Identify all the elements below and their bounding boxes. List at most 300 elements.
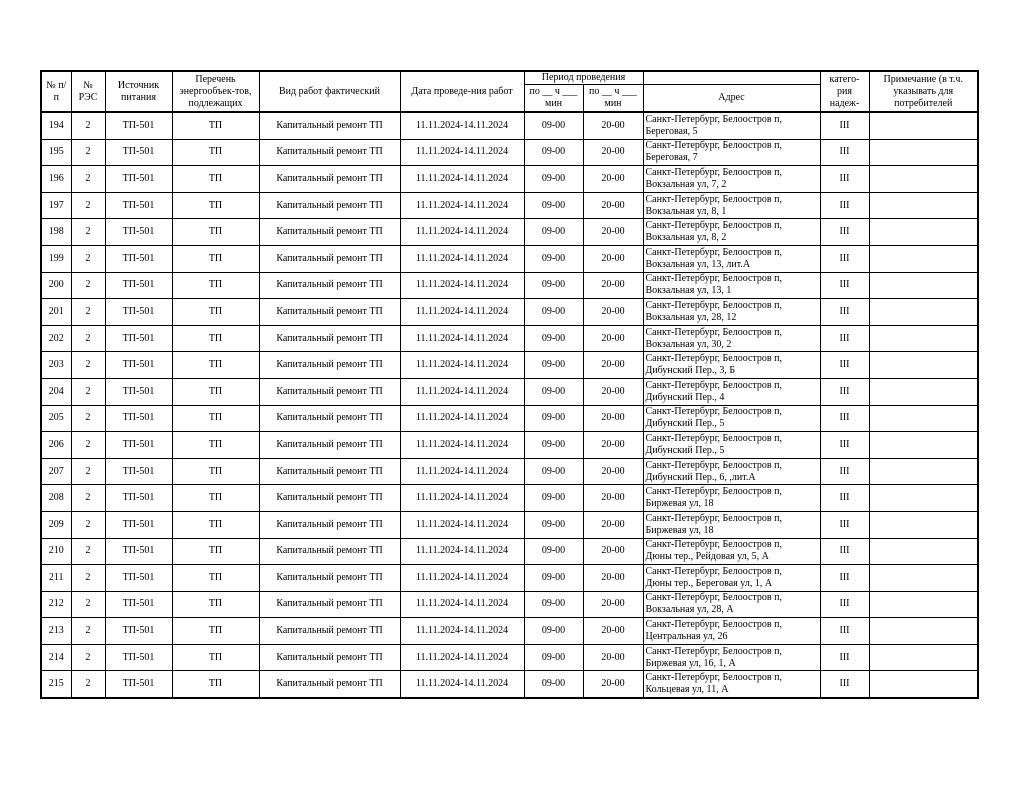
num-cell: 195 <box>41 139 71 166</box>
objects-cell: ТП <box>172 538 259 565</box>
outage-table <box>40 70 979 699</box>
address-line-2: Кольцевая ул, 11, А <box>645 684 729 696</box>
address-cell <box>643 378 820 405</box>
from-cell: 09-00 <box>524 139 583 166</box>
address-cell <box>643 671 820 698</box>
date-cell: 11.11.2024-14.11.2024 <box>400 192 524 219</box>
source-cell: ТП-501 <box>105 511 172 538</box>
address-cell <box>643 644 820 671</box>
num-cell: 213 <box>41 618 71 645</box>
source-cell: ТП-501 <box>105 485 172 512</box>
note-cell <box>869 272 978 299</box>
table-row <box>41 671 978 698</box>
note-cell <box>869 618 978 645</box>
res-cell: 2 <box>71 139 105 166</box>
category-cell: III <box>820 618 869 645</box>
num-cell: 210 <box>41 538 71 565</box>
num-cell: 204 <box>41 378 71 405</box>
date-cell: 11.11.2024-14.11.2024 <box>400 378 524 405</box>
work-cell: Капитальный ремонт ТП <box>259 485 400 512</box>
date-cell: 11.11.2024-14.11.2024 <box>400 112 524 139</box>
to-cell: 20-00 <box>583 192 643 219</box>
date-cell: 11.11.2024-14.11.2024 <box>400 432 524 459</box>
col-work-header: Вид работ фактический <box>259 71 400 112</box>
res-cell: 2 <box>71 538 105 565</box>
address-line-2: Вокзальная ул, 8, 2 <box>645 232 727 244</box>
table-row <box>41 245 978 272</box>
address-line-2: Биржевая ул, 18 <box>645 524 714 536</box>
from-cell: 09-00 <box>524 272 583 299</box>
res-cell: 2 <box>71 192 105 219</box>
source-cell: ТП-501 <box>105 352 172 379</box>
objects-cell: ТП <box>172 432 259 459</box>
address-cell <box>643 112 820 139</box>
to-cell: 20-00 <box>583 272 643 299</box>
num-cell: 194 <box>41 112 71 139</box>
col-to-header: по __ ч ___ мин <box>583 85 643 113</box>
from-cell: 09-00 <box>524 565 583 592</box>
from-cell: 09-00 <box>524 458 583 485</box>
address-cell <box>643 139 820 166</box>
table-row <box>41 192 978 219</box>
work-cell: Капитальный ремонт ТП <box>259 112 400 139</box>
date-cell: 11.11.2024-14.11.2024 <box>400 485 524 512</box>
table-row <box>41 325 978 352</box>
note-cell <box>869 378 978 405</box>
objects-cell: ТП <box>172 272 259 299</box>
num-cell: 202 <box>41 325 71 352</box>
res-cell: 2 <box>71 272 105 299</box>
address-line-1: Санкт-Петербург, Белоостров п, <box>645 113 782 125</box>
date-cell: 11.11.2024-14.11.2024 <box>400 671 524 698</box>
source-cell: ТП-501 <box>105 591 172 618</box>
work-cell: Капитальный ремонт ТП <box>259 299 400 326</box>
note-cell <box>869 245 978 272</box>
table-row <box>41 378 978 405</box>
to-cell: 20-00 <box>583 352 643 379</box>
work-cell: Капитальный ремонт ТП <box>259 671 400 698</box>
category-cell: III <box>820 671 869 698</box>
res-cell: 2 <box>71 378 105 405</box>
address-line-2: Центральная ул, 26 <box>645 631 728 643</box>
from-cell: 09-00 <box>524 591 583 618</box>
source-cell: ТП-501 <box>105 166 172 193</box>
objects-cell: ТП <box>172 458 259 485</box>
address-line-2: Дюны тер., Рейдовая ул, 5, А <box>645 551 769 563</box>
address-cell <box>643 485 820 512</box>
work-cell: Капитальный ремонт ТП <box>259 538 400 565</box>
source-cell: ТП-501 <box>105 618 172 645</box>
work-cell: Капитальный ремонт ТП <box>259 405 400 432</box>
table-row <box>41 405 978 432</box>
table-row <box>41 591 978 618</box>
from-cell: 09-00 <box>524 618 583 645</box>
from-cell: 09-00 <box>524 405 583 432</box>
table-row <box>41 432 978 459</box>
category-cell: III <box>820 192 869 219</box>
from-cell: 09-00 <box>524 644 583 671</box>
from-cell: 09-00 <box>524 538 583 565</box>
res-cell: 2 <box>71 352 105 379</box>
col-category-header: катего-рия надеж- <box>820 71 869 112</box>
num-cell: 196 <box>41 166 71 193</box>
note-cell <box>869 511 978 538</box>
work-cell: Капитальный ремонт ТП <box>259 565 400 592</box>
source-cell: ТП-501 <box>105 112 172 139</box>
col-date-header: Дата проведе-ния работ <box>400 71 524 112</box>
col-res-header: № РЭС <box>71 71 105 112</box>
res-cell: 2 <box>71 618 105 645</box>
address-line-2: Вокзальная ул, 13, лит.А <box>645 258 751 270</box>
note-cell <box>869 192 978 219</box>
category-cell: III <box>820 378 869 405</box>
address-line-2: Вокзальная ул, 8, 1 <box>645 205 727 217</box>
address-line-2: Вокзальная ул, 28, А <box>645 604 734 616</box>
res-cell: 2 <box>71 511 105 538</box>
to-cell: 20-00 <box>583 139 643 166</box>
from-cell: 09-00 <box>524 219 583 246</box>
num-cell: 215 <box>41 671 71 698</box>
category-cell: III <box>820 591 869 618</box>
note-cell <box>869 299 978 326</box>
num-cell: 206 <box>41 432 71 459</box>
category-cell: III <box>820 352 869 379</box>
res-cell: 2 <box>71 219 105 246</box>
date-cell: 11.11.2024-14.11.2024 <box>400 565 524 592</box>
res-cell: 2 <box>71 245 105 272</box>
objects-cell: ТП <box>172 378 259 405</box>
col-from-header: по __ ч ___ мин <box>524 85 583 113</box>
date-cell: 11.11.2024-14.11.2024 <box>400 325 524 352</box>
source-cell: ТП-501 <box>105 378 172 405</box>
address-line-1: Санкт-Петербург, Белоостров п, <box>645 645 782 657</box>
to-cell: 20-00 <box>583 299 643 326</box>
to-cell: 20-00 <box>583 618 643 645</box>
objects-cell: ТП <box>172 485 259 512</box>
category-cell: III <box>820 245 869 272</box>
work-cell: Капитальный ремонт ТП <box>259 458 400 485</box>
table-row <box>41 485 978 512</box>
address-line-2: Дибунский Пер., 6, ,лит.А <box>645 471 756 483</box>
to-cell: 20-00 <box>583 485 643 512</box>
work-cell: Капитальный ремонт ТП <box>259 591 400 618</box>
from-cell: 09-00 <box>524 245 583 272</box>
source-cell: ТП-501 <box>105 671 172 698</box>
date-cell: 11.11.2024-14.11.2024 <box>400 139 524 166</box>
table-row <box>41 352 978 379</box>
res-cell: 2 <box>71 485 105 512</box>
address-line-1: Санкт-Петербург, Белоостров п, <box>645 486 782 498</box>
address-line-1: Санкт-Петербург, Белоостров п, <box>645 246 782 258</box>
note-cell <box>869 485 978 512</box>
from-cell: 09-00 <box>524 352 583 379</box>
table-row <box>41 139 978 166</box>
work-cell: Капитальный ремонт ТП <box>259 378 400 405</box>
to-cell: 20-00 <box>583 591 643 618</box>
note-cell <box>869 644 978 671</box>
table-row <box>41 272 978 299</box>
objects-cell: ТП <box>172 671 259 698</box>
note-cell <box>869 432 978 459</box>
address-cell <box>643 299 820 326</box>
res-cell: 2 <box>71 644 105 671</box>
col-note-header: Примечание (в т.ч. указывать для потребителей <box>869 71 978 112</box>
address-line-2: Дибунский Пер., 3, Б <box>645 365 736 377</box>
to-cell: 20-00 <box>583 405 643 432</box>
table-row <box>41 166 978 193</box>
table-row <box>41 511 978 538</box>
objects-cell: ТП <box>172 618 259 645</box>
note-cell <box>869 352 978 379</box>
address-line-1: Санкт-Петербург, Белоостров п, <box>645 512 782 524</box>
table-row <box>41 112 978 139</box>
res-cell: 2 <box>71 166 105 193</box>
address-line-1: Санкт-Петербург, Белоостров п, <box>645 592 782 604</box>
to-cell: 20-00 <box>583 511 643 538</box>
objects-cell: ТП <box>172 644 259 671</box>
date-cell: 11.11.2024-14.11.2024 <box>400 591 524 618</box>
date-cell: 11.11.2024-14.11.2024 <box>400 538 524 565</box>
from-cell: 09-00 <box>524 325 583 352</box>
table-row <box>41 458 978 485</box>
note-cell <box>869 166 978 193</box>
objects-cell: ТП <box>172 352 259 379</box>
num-cell: 212 <box>41 591 71 618</box>
address-cell <box>643 352 820 379</box>
objects-cell: ТП <box>172 245 259 272</box>
table-row <box>41 644 978 671</box>
address-line-1: Санкт-Петербург, Белоостров п, <box>645 220 782 232</box>
address-line-2: Биржевая ул, 18 <box>645 498 714 510</box>
source-cell: ТП-501 <box>105 644 172 671</box>
to-cell: 20-00 <box>583 378 643 405</box>
address-line-1: Санкт-Петербург, Белоостров п, <box>645 379 782 391</box>
address-line-2: Береговая, 5 <box>645 125 698 137</box>
date-cell: 11.11.2024-14.11.2024 <box>400 644 524 671</box>
num-cell: 201 <box>41 299 71 326</box>
col-address-header-top <box>643 71 820 85</box>
col-source-header: Источник питания <box>105 71 172 112</box>
from-cell: 09-00 <box>524 485 583 512</box>
note-cell <box>869 219 978 246</box>
to-cell: 20-00 <box>583 112 643 139</box>
res-cell: 2 <box>71 432 105 459</box>
to-cell: 20-00 <box>583 245 643 272</box>
address-line-1: Санкт-Петербург, Белоостров п, <box>645 353 782 365</box>
address-line-1: Санкт-Петербург, Белоостров п, <box>645 273 782 285</box>
from-cell: 09-00 <box>524 112 583 139</box>
from-cell: 09-00 <box>524 671 583 698</box>
objects-cell: ТП <box>172 325 259 352</box>
table-body <box>41 112 978 698</box>
address-cell <box>643 538 820 565</box>
note-cell <box>869 405 978 432</box>
work-cell: Капитальный ремонт ТП <box>259 352 400 379</box>
date-cell: 11.11.2024-14.11.2024 <box>400 352 524 379</box>
from-cell: 09-00 <box>524 192 583 219</box>
num-cell: 211 <box>41 565 71 592</box>
num-cell: 207 <box>41 458 71 485</box>
category-cell: III <box>820 511 869 538</box>
res-cell: 2 <box>71 458 105 485</box>
num-cell: 197 <box>41 192 71 219</box>
note-cell <box>869 112 978 139</box>
address-line-2: Биржевая ул, 16, 1, А <box>645 657 736 669</box>
category-cell: III <box>820 458 869 485</box>
address-line-2: Вокзальная ул, 28, 12 <box>645 311 737 323</box>
source-cell: ТП-501 <box>105 405 172 432</box>
address-cell <box>643 458 820 485</box>
note-cell <box>869 325 978 352</box>
date-cell: 11.11.2024-14.11.2024 <box>400 618 524 645</box>
num-cell: 198 <box>41 219 71 246</box>
address-line-1: Санкт-Петербург, Белоостров п, <box>645 140 782 152</box>
address-line-1: Санкт-Петербург, Белоостров п, <box>645 299 782 311</box>
note-cell <box>869 591 978 618</box>
col-period-header: Период проведения <box>524 71 643 85</box>
address-line-1: Санкт-Петербург, Белоостров п, <box>645 432 782 444</box>
res-cell: 2 <box>71 671 105 698</box>
category-cell: III <box>820 299 869 326</box>
from-cell: 09-00 <box>524 299 583 326</box>
num-cell: 214 <box>41 644 71 671</box>
category-cell: III <box>820 219 869 246</box>
objects-cell: ТП <box>172 405 259 432</box>
address-cell <box>643 591 820 618</box>
category-cell: III <box>820 432 869 459</box>
table-header <box>41 71 978 112</box>
col-address-header: Адрес <box>643 85 820 113</box>
address-cell <box>643 405 820 432</box>
work-cell: Капитальный ремонт ТП <box>259 192 400 219</box>
address-line-1: Санкт-Петербург, Белоостров п, <box>645 326 782 338</box>
date-cell: 11.11.2024-14.11.2024 <box>400 272 524 299</box>
address-line-2: Дибунский Пер., 5 <box>645 418 725 430</box>
note-cell <box>869 538 978 565</box>
res-cell: 2 <box>71 591 105 618</box>
address-line-1: Санкт-Петербург, Белоостров п, <box>645 406 782 418</box>
work-cell: Капитальный ремонт ТП <box>259 618 400 645</box>
from-cell: 09-00 <box>524 511 583 538</box>
source-cell: ТП-501 <box>105 458 172 485</box>
res-cell: 2 <box>71 565 105 592</box>
to-cell: 20-00 <box>583 458 643 485</box>
objects-cell: ТП <box>172 219 259 246</box>
category-cell: III <box>820 325 869 352</box>
to-cell: 20-00 <box>583 565 643 592</box>
source-cell: ТП-501 <box>105 325 172 352</box>
from-cell: 09-00 <box>524 432 583 459</box>
category-cell: III <box>820 112 869 139</box>
address-cell <box>643 511 820 538</box>
source-cell: ТП-501 <box>105 245 172 272</box>
category-cell: III <box>820 565 869 592</box>
address-line-1: Санкт-Петербург, Белоостров п, <box>645 565 782 577</box>
source-cell: ТП-501 <box>105 432 172 459</box>
table-row <box>41 299 978 326</box>
num-cell: 200 <box>41 272 71 299</box>
objects-cell: ТП <box>172 565 259 592</box>
num-cell: 209 <box>41 511 71 538</box>
to-cell: 20-00 <box>583 166 643 193</box>
num-cell: 205 <box>41 405 71 432</box>
to-cell: 20-00 <box>583 432 643 459</box>
category-cell: III <box>820 166 869 193</box>
num-cell: 199 <box>41 245 71 272</box>
source-cell: ТП-501 <box>105 272 172 299</box>
work-cell: Капитальный ремонт ТП <box>259 139 400 166</box>
table-row <box>41 618 978 645</box>
work-cell: Капитальный ремонт ТП <box>259 272 400 299</box>
address-cell <box>643 565 820 592</box>
table-row <box>41 538 978 565</box>
address-line-1: Санкт-Петербург, Белоостров п, <box>645 672 782 684</box>
source-cell: ТП-501 <box>105 192 172 219</box>
source-cell: ТП-501 <box>105 219 172 246</box>
work-cell: Капитальный ремонт ТП <box>259 644 400 671</box>
res-cell: 2 <box>71 112 105 139</box>
source-cell: ТП-501 <box>105 538 172 565</box>
date-cell: 11.11.2024-14.11.2024 <box>400 405 524 432</box>
address-cell <box>643 245 820 272</box>
address-line-2: Вокзальная ул, 7, 2 <box>645 178 727 190</box>
category-cell: III <box>820 538 869 565</box>
work-cell: Капитальный ремонт ТП <box>259 245 400 272</box>
source-cell: ТП-501 <box>105 139 172 166</box>
address-cell <box>643 166 820 193</box>
address-line-1: Санкт-Петербург, Белоостров п, <box>645 539 782 551</box>
num-cell: 203 <box>41 352 71 379</box>
source-cell: ТП-501 <box>105 565 172 592</box>
objects-cell: ТП <box>172 511 259 538</box>
work-cell: Капитальный ремонт ТП <box>259 511 400 538</box>
objects-cell: ТП <box>172 112 259 139</box>
col-objects-header: Перечень энергообъек-тов, подлежащих <box>172 71 259 112</box>
work-cell: Капитальный ремонт ТП <box>259 325 400 352</box>
to-cell: 20-00 <box>583 538 643 565</box>
address-line-2: Дибунский Пер., 4 <box>645 391 725 403</box>
from-cell: 09-00 <box>524 166 583 193</box>
address-line-2: Дибунский Пер., 5 <box>645 444 725 456</box>
res-cell: 2 <box>71 325 105 352</box>
objects-cell: ТП <box>172 166 259 193</box>
address-cell <box>643 325 820 352</box>
table-row <box>41 219 978 246</box>
address-line-1: Санкт-Петербург, Белоостров п, <box>645 193 782 205</box>
date-cell: 11.11.2024-14.11.2024 <box>400 511 524 538</box>
address-line-2: Вокзальная ул, 13, 1 <box>645 285 732 297</box>
address-cell <box>643 432 820 459</box>
date-cell: 11.11.2024-14.11.2024 <box>400 458 524 485</box>
col-num-header: № п/п <box>41 71 71 112</box>
objects-cell: ТП <box>172 299 259 326</box>
category-cell: III <box>820 405 869 432</box>
note-cell <box>869 565 978 592</box>
source-cell: ТП-501 <box>105 299 172 326</box>
objects-cell: ТП <box>172 192 259 219</box>
address-line-2: Вокзальная ул, 30, 2 <box>645 338 732 350</box>
address-line-2: Береговая, 7 <box>645 152 698 164</box>
to-cell: 20-00 <box>583 644 643 671</box>
address-cell <box>643 219 820 246</box>
category-cell: III <box>820 644 869 671</box>
objects-cell: ТП <box>172 591 259 618</box>
category-cell: III <box>820 139 869 166</box>
date-cell: 11.11.2024-14.11.2024 <box>400 166 524 193</box>
address-cell <box>643 618 820 645</box>
work-cell: Капитальный ремонт ТП <box>259 219 400 246</box>
address-line-1: Санкт-Петербург, Белоостров п, <box>645 619 782 631</box>
